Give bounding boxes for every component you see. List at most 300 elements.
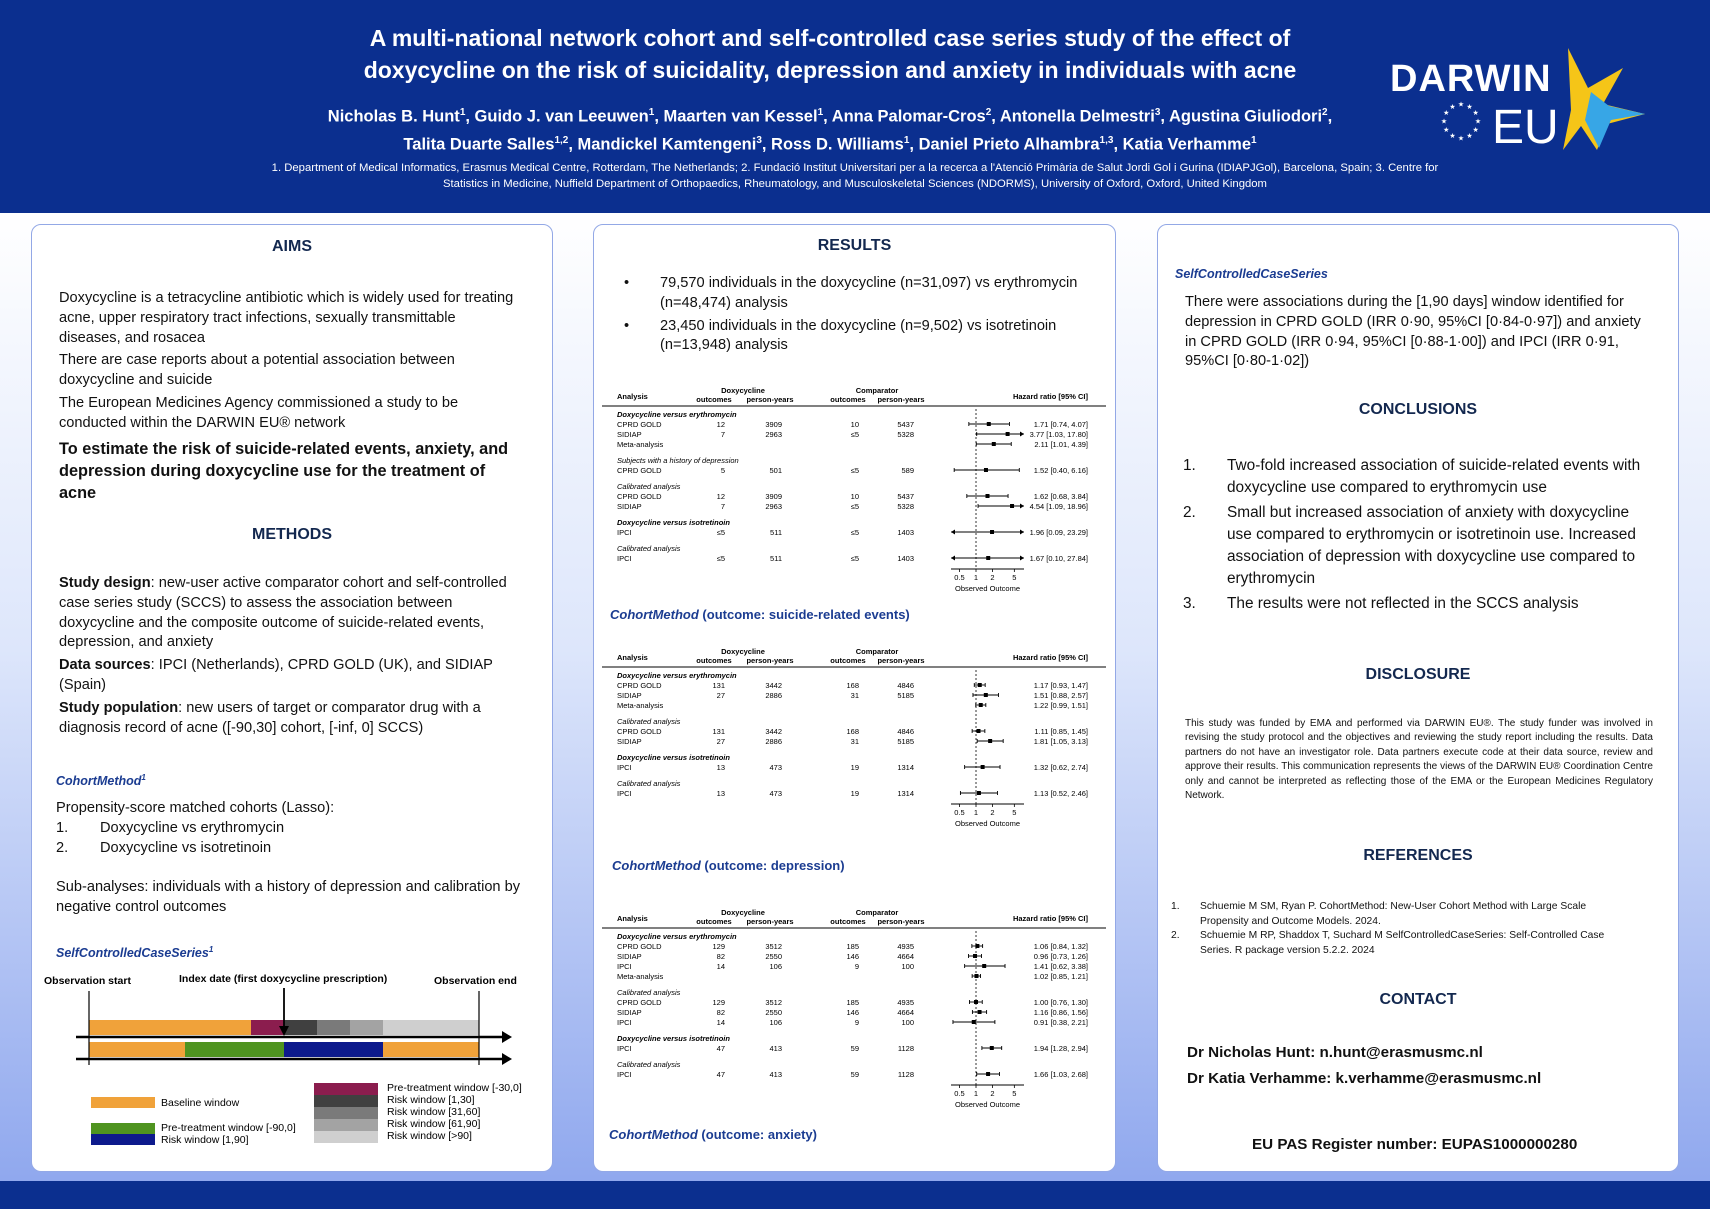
forest-cell-comp-outcomes: 185 xyxy=(846,998,859,1007)
forest-x-tick-label: 1 xyxy=(973,808,979,817)
forest-cell-comp-py: 4846 xyxy=(897,681,914,690)
forest-x-tick-label: 2 xyxy=(990,1089,995,1098)
legend-risk6190-swatch xyxy=(314,1119,378,1131)
author-name: Nicholas B. Hunt xyxy=(327,107,460,126)
methods-population: Study population: new users of target or comparator drug with a diagnosis record of acne ([-90,30] cohort, [-inf, 0] SCCS) xyxy=(59,699,481,736)
forest-group-label: Doxycycline versus isotretinoin xyxy=(617,1034,730,1043)
forest-group-label: Doxycycline versus erythromycin xyxy=(617,932,737,941)
forest-cell-comp-py: 4846 xyxy=(897,727,914,736)
forest-cell-comp-py: 100 xyxy=(901,1018,914,1027)
results-heading: RESULTS xyxy=(817,237,892,254)
forest-ci-arrow-right xyxy=(1020,432,1024,437)
header-banner xyxy=(0,0,1710,213)
eu-star-icon: ★ xyxy=(1472,110,1479,117)
forest-row-label: CPRD GOLD xyxy=(617,942,662,951)
forest-point-estimate xyxy=(984,693,988,697)
forest-cell-hr: 2.11 [1.01, 4.39] xyxy=(1034,440,1088,449)
forest-cell-doxy-outcomes: 14 xyxy=(716,962,725,971)
bar1-pretreat30 xyxy=(251,1020,284,1035)
forest-cell-comp-outcomes: ≤5 xyxy=(850,528,859,537)
forest-cell-hr: 1.94 [1.28, 2.94] xyxy=(1033,1044,1088,1053)
eu-star-icon: ★ xyxy=(1449,103,1456,111)
forest-header-doxy: Doxycycline xyxy=(721,386,765,395)
forest-cell-comp-py: 4935 xyxy=(897,942,914,951)
eu-star-icon: ★ xyxy=(1443,110,1450,117)
reference-item: 1. Schuemie M SM, Ryan P. CohortMethod: New-User Cohort Method with Large Scale Propensity and Outcome Models. 2024. xyxy=(1171,901,1587,927)
forest-header-comp: Comparator xyxy=(855,386,899,395)
forest-cell-hr: 1.62 [0.68, 3.84] xyxy=(1033,492,1088,501)
forest-cell-comp-outcomes: 31 xyxy=(850,737,859,746)
forest-ci-arrow-left xyxy=(951,530,955,535)
forest-x-tick-label: 1 xyxy=(973,1089,979,1098)
forest-row-label: IPCI xyxy=(617,1070,632,1079)
forest-header-outcomes: outcomes xyxy=(830,395,866,404)
forest-cell-comp-py: 1403 xyxy=(897,554,914,563)
legend-risk190-swatch xyxy=(91,1134,155,1145)
forest-header-analysis: Analysis xyxy=(617,392,648,401)
methods-design: Study design: new-user active comparator cohort and self-controlled case series study (SCCS) to assess the association between doxycycline and the composite outcome of suicide-related events, depression, and anxiety xyxy=(59,575,507,651)
forest-cell-comp-outcomes: 9 xyxy=(854,1018,859,1027)
aims-methods-panel xyxy=(31,224,553,1172)
cohort-list-item: 2. Doxycycline vs isotretinoin xyxy=(56,839,272,856)
forest-cell-comp-py: 100 xyxy=(901,962,914,971)
eu-star-icon: ★ xyxy=(1443,127,1450,134)
forest-subgroup-label: Calibrated analysis xyxy=(617,717,681,726)
forest-x-label: Observed Outcome xyxy=(954,1100,1021,1109)
forest-cell-hr: 1.67 [0.10, 27.84] xyxy=(1029,554,1088,563)
forest-cell-doxy-py: 473 xyxy=(769,789,782,798)
author-name: Guido J. van Leeuwen xyxy=(474,107,649,126)
legend-risk3160: Risk window [31,60] xyxy=(387,1106,481,1118)
forest-cell-doxy-outcomes: 12 xyxy=(716,420,725,429)
forest-cell-doxy-outcomes: 47 xyxy=(716,1070,725,1079)
forest-row-label: CPRD GOLD xyxy=(617,998,662,1007)
author-affiliation-mark: 2 xyxy=(1322,107,1328,118)
results-bullet: • 79,570 individuals in the doxycycline (n=31,097) vs erythromycin (n=48,474) analysis xyxy=(624,275,1078,311)
forest-x-tick-label: 2 xyxy=(990,573,995,582)
forest-cell-doxy-py: 3909 xyxy=(765,420,782,429)
forest-row-label: IPCI xyxy=(617,1044,632,1053)
forest-cell-comp-py: 1314 xyxy=(897,763,914,772)
forest-cell-doxy-outcomes: 7 xyxy=(720,430,725,439)
conclusion-item: 2. Small but increased association of anxiety with doxycycline use compared to erythromycin or isotretinoin use. Increased association of depression with doxycycline use compared to erythromycin xyxy=(1183,504,1636,587)
legend-baseline-swatch xyxy=(91,1097,155,1108)
methods-sources: Data sources: IPCI (Netherlands), CPRD GOLD (UK), and SIDIAP (Spain) xyxy=(59,657,493,693)
methods-text xyxy=(59,574,529,738)
forest-cell-comp-py: 5185 xyxy=(897,737,914,746)
legend-risk130: Risk window [1,30] xyxy=(387,1094,475,1106)
forest-point-estimate xyxy=(979,703,983,707)
references-heading: REFERENCES xyxy=(1363,847,1473,864)
forest-cell-comp-outcomes: 146 xyxy=(846,1008,859,1017)
author-affiliation-mark: 3 xyxy=(1154,107,1161,118)
forest-cell-comp-py: 5437 xyxy=(897,492,914,501)
forest-cell-hr: 1.00 [0.76, 1.30] xyxy=(1033,998,1088,1007)
eu-star-icon: ★ xyxy=(1440,118,1448,126)
forest-row-label: SIDIAP xyxy=(617,430,642,439)
forest-cell-comp-outcomes: ≤5 xyxy=(850,502,859,511)
eu-pas-register: EU PAS Register number: EUPAS1000000280 xyxy=(1252,1136,1578,1153)
forest-cell-comp-py: 4664 xyxy=(897,1008,914,1017)
author-name: Antonella Delmestri xyxy=(999,107,1155,126)
forest-cell-doxy-py: 106 xyxy=(769,1018,782,1027)
forest-cell-doxy-py: 3442 xyxy=(765,681,782,690)
legend-pretreat90: Pre-treatment window [-90,0] xyxy=(161,1122,296,1134)
conclusions-list xyxy=(1183,455,1653,615)
aims-paragraph-1: Doxycycline is a tetracycline antibiotic which is widely used for treating acne, upper respiratory tract infections, sexually transmittable diseases, and rosacea xyxy=(59,290,514,346)
forest-cell-doxy-outcomes: 13 xyxy=(716,763,725,772)
bar1-baseline xyxy=(89,1020,251,1035)
forest-point-estimate xyxy=(981,765,985,769)
forest-cell-comp-outcomes: 19 xyxy=(850,789,859,798)
forest-point-estimate xyxy=(988,739,992,743)
forest-header-comp: Comparator xyxy=(855,647,899,656)
forest-cell-doxy-outcomes: 27 xyxy=(716,691,725,700)
logo-word: DARWIN xyxy=(1390,58,1552,100)
forest-x-tick-label: 5 xyxy=(1012,573,1017,582)
forest-point-estimate xyxy=(985,494,989,498)
forest-header-hr: Hazard ratio [95% CI] xyxy=(1012,653,1088,662)
eu-star-icon: ★ xyxy=(1449,133,1456,141)
forest-ci-arrow-left xyxy=(951,556,955,561)
forest-header-analysis: Analysis xyxy=(617,914,648,923)
forest-header-py: person-years xyxy=(746,917,794,926)
disclosure-heading: DISCLOSURE xyxy=(1365,666,1471,683)
forest-point-estimate xyxy=(976,729,980,733)
logo-eu: EU xyxy=(1492,101,1559,154)
forest-x-tick-label: 0.5 xyxy=(954,808,965,817)
contact-person: Dr Katia Verhamme: k.verhamme@erasmusmc.nl xyxy=(1187,1070,1542,1087)
forest-cell-doxy-py: 2886 xyxy=(765,691,782,700)
forest-cell-comp-py: 4664 xyxy=(897,952,914,961)
forest-cell-doxy-py: 2550 xyxy=(765,952,782,961)
forest-cell-doxy-outcomes: 129 xyxy=(712,942,725,951)
forest-point-estimate xyxy=(972,1020,976,1024)
forest-cell-hr: 1.13 [0.52, 2.46] xyxy=(1033,789,1088,798)
author-name: Katia Verhamme xyxy=(1122,135,1252,153)
forest-cell-comp-py: 4935 xyxy=(897,998,914,1007)
forest-cell-comp-outcomes: 31 xyxy=(850,691,859,700)
forest-cell-doxy-py: 413 xyxy=(769,1070,782,1079)
author-name: Daniel Prieto Alhambra xyxy=(918,135,1100,153)
forest-x-tick-label: 0.5 xyxy=(954,1089,965,1098)
forest-cell-hr: 1.51 [0.88, 2.57] xyxy=(1033,691,1088,700)
eu-star-icon: ★ xyxy=(1466,133,1473,141)
forest-cell-hr: 1.66 [1.03, 2.68] xyxy=(1033,1070,1088,1079)
author-name: Mandickel Kamtengeni xyxy=(577,135,757,153)
forest-row-label: SIDIAP xyxy=(617,952,642,961)
forest-cell-comp-py: 1128 xyxy=(897,1070,914,1079)
forest-cell-hr: 1.96 [0.09, 23.29] xyxy=(1029,528,1088,537)
results-bullet: • 23,450 individuals in the doxycycline (n=9,502) vs isotretinoin (n=13,948) analysis xyxy=(624,317,1057,354)
forest-group-label: Doxycycline versus erythromycin xyxy=(617,410,737,419)
forest-caption-suicide: CohortMethod (outcome: suicide-related events) xyxy=(610,607,910,622)
forest-row-label: CPRD GOLD xyxy=(617,727,662,736)
aims-paragraph-2: There are case reports about a potential association between doxycycline and suicide xyxy=(59,352,455,389)
forest-x-label: Observed Outcome xyxy=(954,819,1021,828)
affiliations: 1. Department of Medical Informatics, Erasmus Medical Centre, Rotterdam, The Netherlands; 2. Fundació Institut Universitari per a la recerca a l'Atenció Primària de Salut Jordi Gol i Gurina (IDIAPJGol), Barcelona, Spain; 3. Centre for Statistics in Medicine, Nuffield Department of Orthopaedics, Rheumatology, and Musculoskeletal Sciences (NDORMS), University of Oxford, Oxford, United Kingdom xyxy=(271,162,1439,190)
forest-point-estimate xyxy=(992,442,996,446)
eu-stars-ring xyxy=(1441,101,1481,143)
forest-cell-doxy-py: 413 xyxy=(769,1044,782,1053)
forest-header-py: person-years xyxy=(746,656,794,665)
forest-row-label: IPCI xyxy=(617,1018,632,1027)
forest-point-estimate xyxy=(990,1046,994,1050)
forest-group-label: Doxycycline versus erythromycin xyxy=(617,671,737,680)
bar2-pretreat90 xyxy=(185,1042,284,1057)
legend-risk90-swatch xyxy=(314,1131,378,1143)
eu-star-icon: ★ xyxy=(1472,127,1479,134)
forest-cell-comp-outcomes: ≤5 xyxy=(850,554,859,563)
forest-row-label: SIDIAP xyxy=(617,737,642,746)
reference-item: 2. Schuemie M RP, Shaddox T, Suchard M SelfControlledCaseSeries: Self-Controlled Case Series. R package version 5.2.2. 2024 xyxy=(1171,930,1605,956)
forest-cell-doxy-outcomes: 129 xyxy=(712,998,725,1007)
author-name: Maarten van Kessel xyxy=(663,107,818,126)
forest-cell-hr: 1.32 [0.62, 2.74] xyxy=(1033,763,1088,772)
forest-cell-comp-outcomes: 59 xyxy=(850,1070,859,1079)
bar1-risk130 xyxy=(284,1020,317,1035)
timeline-arrow-1 xyxy=(502,1031,512,1043)
conclusions-panel xyxy=(1157,224,1679,1172)
forest-cell-hr: 1.17 [0.93, 1.47] xyxy=(1033,681,1088,690)
forest-point-estimate xyxy=(982,964,986,968)
author-affiliation-mark: 1,3 xyxy=(1099,134,1114,146)
forest-cell-doxy-outcomes: 13 xyxy=(716,789,725,798)
forest-cell-hr: 1.41 [0.62, 3.38] xyxy=(1033,962,1088,971)
forest-header-py: person-years xyxy=(877,656,925,665)
forest-cell-comp-outcomes: 185 xyxy=(846,942,859,951)
forest-point-estimate xyxy=(984,468,988,472)
timeline-arrow-2 xyxy=(502,1053,512,1065)
legend-pretreat30: Pre-treatment window [-30,0] xyxy=(387,1082,522,1094)
author-list: Nicholas B. Hunt$^1$, Guido J. van Leeuwen$^1$, Maarten van Kessel$^1$, Anna Palomar-Cros$^2$, Antonella Delmestri$^3$, Agustina Giuliodori$^2$, Talita Duarte Salles$^{1,2}$, Mandickel Kamtengeni$^3$, Ross D. Williams$^1$, Daniel Prieto Alhambra$^{1,3}$, Katia Verhamme$^1$ xyxy=(327,107,1333,153)
forest-point-estimate xyxy=(986,1072,990,1076)
forest-cell-comp-outcomes: 10 xyxy=(850,492,859,501)
forest-cell-doxy-outcomes: 131 xyxy=(712,727,725,736)
forest-cell-comp-py: 1128 xyxy=(897,1044,914,1053)
bar1-risk3160 xyxy=(317,1020,350,1035)
forest-group-label: Doxycycline versus isotretinoin xyxy=(617,753,730,762)
forest-cell-doxy-outcomes: 5 xyxy=(720,466,725,475)
forest-cell-hr: 1.06 [0.84, 1.32] xyxy=(1033,942,1088,951)
forest-row-label: IPCI xyxy=(617,763,632,772)
forest-header-hr: Hazard ratio [95% CI] xyxy=(1012,914,1088,923)
author-affiliation-mark: 1,2 xyxy=(554,134,569,146)
sccs-results-text: There were associations during the [1,90 days] window identified for depression in CPRD GOLD (IRR 0·90, 95%CI [0·84-0·97]) and anxiety in CPRD GOLD (IRR 0·94, 95%CI [0·88-1·00]) and IPCI (IRR 0·91, 95%CI [0·80-1·02]) xyxy=(1185,294,1641,370)
aims-heading: AIMS xyxy=(272,238,312,255)
sccs-results-heading: SelfControlledCaseSeries xyxy=(1175,267,1328,281)
aims-objective: To estimate the risk of suicide-related events, anxiety, and depression during doxycycline use for the treatment of acne xyxy=(59,439,509,502)
forest-row-label: CPRD GOLD xyxy=(617,466,662,475)
forest-row-label: Meta-analysis xyxy=(617,972,664,981)
conclusion-item: 1. Two-fold increased association of suicide-related events with doxycycline use compared to erythromycin use xyxy=(1183,457,1641,496)
forest-point-estimate xyxy=(986,556,990,560)
forest-cell-comp-py: 589 xyxy=(901,466,914,475)
contact-heading: CONTACT xyxy=(1379,991,1457,1008)
forest-header-outcomes: outcomes xyxy=(696,917,732,926)
forest-cell-hr: 1.16 [0.86, 1.56] xyxy=(1033,1008,1088,1017)
forest-header-comp: Comparator xyxy=(855,908,899,917)
forest-header-outcomes: outcomes xyxy=(830,917,866,926)
forest-cell-comp-outcomes: 168 xyxy=(846,681,859,690)
bar2-baseline-end xyxy=(383,1042,479,1057)
forest-subgroup-label: Calibrated analysis xyxy=(617,544,681,553)
methods-heading: METHODS xyxy=(252,526,332,543)
forest-cell-doxy-outcomes: 14 xyxy=(716,1018,725,1027)
forest-subgroup-label: Calibrated analysis xyxy=(617,779,681,788)
forest-cell-doxy-outcomes: 131 xyxy=(712,681,725,690)
references-list xyxy=(1171,900,1636,958)
forest-point-estimate xyxy=(978,1010,982,1014)
forest-cell-hr: 1.81 [1.05, 3.13] xyxy=(1033,737,1088,746)
forest-cell-doxy-py: 2550 xyxy=(765,1008,782,1017)
forest-cell-comp-outcomes: 59 xyxy=(850,1044,859,1053)
forest-cell-doxy-py: 3512 xyxy=(765,998,782,1007)
forest-cell-comp-outcomes: ≤5 xyxy=(850,466,859,475)
forest-header-analysis: Analysis xyxy=(617,653,648,662)
sccs-timeline-diagram xyxy=(32,973,552,1183)
legend-risk3160-swatch xyxy=(314,1107,378,1119)
forest-row-label: SIDIAP xyxy=(617,1008,642,1017)
forest-subgroup-label: Calibrated analysis xyxy=(617,988,681,997)
author-affiliation-mark: 2 xyxy=(985,107,992,118)
forest-plot-suicide xyxy=(594,385,1117,610)
forest-cell-hr: 0.91 [0.38, 2.21] xyxy=(1033,1018,1088,1027)
legend-baseline: Baseline window xyxy=(161,1097,240,1109)
forest-cell-comp-py: 5437 xyxy=(897,420,914,429)
forest-x-tick-label: 5 xyxy=(1012,808,1017,817)
forest-point-estimate xyxy=(1010,504,1014,508)
author-affiliation-mark: 1 xyxy=(459,107,466,118)
forest-cell-doxy-outcomes: 47 xyxy=(716,1044,725,1053)
forest-point-estimate xyxy=(973,954,977,958)
eu-star-icon: ★ xyxy=(1457,101,1465,109)
forest-cell-hr: 1.71 [0.74, 4.07] xyxy=(1033,420,1088,429)
forest-cell-comp-py: 5185 xyxy=(897,691,914,700)
forest-x-tick-label: 2 xyxy=(990,808,995,817)
forest-cell-comp-outcomes: 146 xyxy=(846,952,859,961)
author-affiliation-mark: 1 xyxy=(648,107,655,118)
contact-person: Dr Nicholas Hunt: n.hunt@erasmusmc.nl xyxy=(1187,1044,1483,1061)
eu-star-icon: ★ xyxy=(1466,103,1473,111)
forest-cell-hr: 1.22 [0.99, 1.51] xyxy=(1033,701,1088,710)
forest-row-label: IPCI xyxy=(617,528,632,537)
forest-cell-comp-outcomes: 9 xyxy=(854,962,859,971)
forest-header-doxy: Doxycycline xyxy=(721,647,765,656)
obs-start-label: Observation start xyxy=(44,975,131,987)
forest-caption-anxiety: CohortMethod (outcome: anxiety) xyxy=(609,1127,817,1142)
forest-cell-doxy-py: 2963 xyxy=(765,430,782,439)
forest-x-tick-label: 1 xyxy=(973,573,979,582)
aims-paragraph-3: The European Medicines Agency commissioned a study to be conducted within the DARWIN EU® network xyxy=(59,394,459,431)
forest-ci-arrow-right xyxy=(1020,556,1024,561)
legend-risk130-swatch xyxy=(314,1095,378,1107)
legend-pretreat30-swatch xyxy=(314,1083,378,1095)
forest-cell-doxy-outcomes: ≤5 xyxy=(716,554,725,563)
forest-cell-doxy-py: 3909 xyxy=(765,492,782,501)
author-name: Agustina Giuliodori xyxy=(1168,107,1323,126)
forest-header-py: person-years xyxy=(877,917,925,926)
forest-cell-doxy-outcomes: 27 xyxy=(716,737,725,746)
forest-cell-hr: 0.96 [0.73, 1.26] xyxy=(1033,952,1088,961)
forest-row-label: CPRD GOLD xyxy=(617,681,662,690)
subanalyses-text: Sub-analyses: individuals with a history of depression and calibration by negative control outcomes xyxy=(56,879,521,916)
forest-point-estimate xyxy=(974,974,978,978)
cohort-method-text: Propensity-score matched cohorts (Lasso): 1. Doxycycline vs erythromycin 2. Doxycycline vs isotretinoin Sub-analyses: individuals with a history of depression and calibration by negative control outcomes xyxy=(56,799,536,918)
forest-plot-anxiety xyxy=(594,907,1117,1137)
forest-group-label: Doxycycline versus isotretinoin xyxy=(617,518,730,527)
legend-pretreat90-swatch xyxy=(91,1123,155,1134)
bar1-risk90 xyxy=(383,1020,479,1035)
forest-header-doxy: Doxycycline xyxy=(721,908,765,917)
bar2-baseline xyxy=(89,1042,185,1057)
forest-cell-comp-outcomes: 19 xyxy=(850,763,859,772)
legend-risk190: Risk window [1,90] xyxy=(161,1134,249,1146)
bar1-risk6190 xyxy=(350,1020,383,1035)
sccs-method-heading: SelfControlledCaseSeries$^1$ xyxy=(56,945,214,961)
forest-cell-hr: 4.54 [1.09, 18.96] xyxy=(1029,502,1088,511)
forest-point-estimate xyxy=(977,791,981,795)
author-affiliation-mark: 1 xyxy=(903,134,910,146)
results-bullets xyxy=(612,274,1082,359)
forest-header-py: person-years xyxy=(877,395,925,404)
cohort-list-item: 1. Doxycycline vs erythromycin xyxy=(56,819,285,836)
poster-title: A multi-national network cohort and self-controlled case series study of the effect of doxycycline on the risk of suicidality, depression and anxiety in individuals with acne xyxy=(363,25,1297,83)
results-panel xyxy=(593,224,1116,1172)
author-affiliation-mark: 3 xyxy=(756,134,762,146)
forest-cell-doxy-py: 106 xyxy=(769,962,782,971)
forest-header-outcomes: outcomes xyxy=(696,656,732,665)
author-affiliation-mark: 1 xyxy=(817,107,824,118)
footer-banner xyxy=(0,1181,1710,1209)
author-affiliation-mark: 1 xyxy=(1251,134,1257,146)
forest-row-label: SIDIAP xyxy=(617,691,642,700)
forest-row-label: IPCI xyxy=(617,962,632,971)
forest-x-tick-label: 0.5 xyxy=(954,573,965,582)
forest-cell-doxy-py: 3512 xyxy=(765,942,782,951)
forest-cell-doxy-outcomes: 82 xyxy=(716,952,725,961)
forest-caption-depression: CohortMethod (outcome: depression) xyxy=(612,858,845,873)
author-name: Ross D. Williams xyxy=(771,135,904,153)
forest-cell-doxy-py: 501 xyxy=(769,466,782,475)
forest-cell-hr: 1.52 [0.40, 6.16] xyxy=(1033,466,1088,475)
forest-cell-hr: 3.77 [1.03, 17.80] xyxy=(1029,430,1088,439)
forest-subgroup-label: Calibrated analysis xyxy=(617,482,681,491)
forest-header-py: person-years xyxy=(746,395,794,404)
forest-point-estimate xyxy=(1006,432,1010,436)
forest-cell-doxy-py: 3442 xyxy=(765,727,782,736)
aims-text xyxy=(59,289,519,504)
forest-cell-comp-py: 5328 xyxy=(897,502,914,511)
conclusions-heading: CONCLUSIONS xyxy=(1358,401,1478,418)
forest-cell-doxy-py: 473 xyxy=(769,763,782,772)
conclusion-item: 3. The results were not reflected in the SCCS analysis xyxy=(1183,595,1579,613)
forest-row-label: SIDIAP xyxy=(617,502,642,511)
legend-risk6190: Risk window [61,90] xyxy=(387,1118,481,1130)
bar2-risk190 xyxy=(284,1042,383,1057)
forest-cell-doxy-py: 511 xyxy=(770,528,782,537)
forest-cell-doxy-py: 2963 xyxy=(765,502,782,511)
author-name: Anna Palomar-Cros xyxy=(831,107,986,126)
forest-cell-comp-outcomes: 10 xyxy=(850,420,859,429)
forest-header-outcomes: outcomes xyxy=(696,395,732,404)
forest-header-outcomes: outcomes xyxy=(830,656,866,665)
eu-star-icon: ★ xyxy=(1457,135,1465,143)
eu-star-icon: ★ xyxy=(1474,118,1482,126)
forest-cell-comp-py: 1403 xyxy=(897,528,914,537)
forest-cell-doxy-outcomes: 12 xyxy=(716,492,725,501)
forest-cell-comp-py: 5328 xyxy=(897,430,914,439)
